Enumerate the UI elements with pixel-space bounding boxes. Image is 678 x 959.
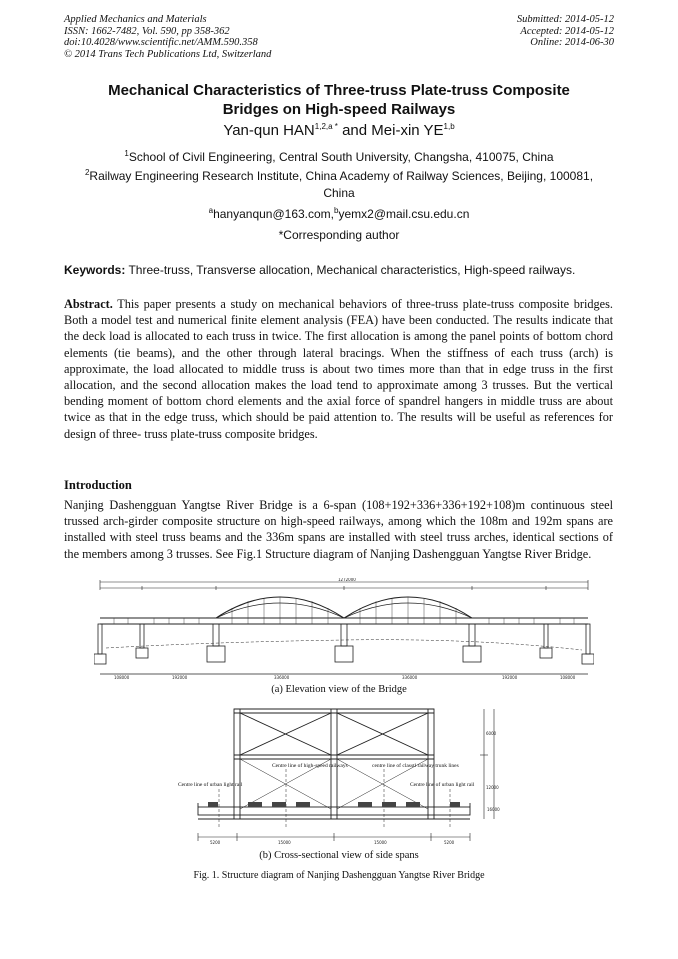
affiliation-2-text: Railway Engineering Research Institute, China Academy of Railway Sciences, Beijing, 100081, China	[89, 169, 594, 200]
dim-side-1: 6000	[486, 731, 497, 736]
author-1: Yan-qun HAN	[223, 122, 315, 139]
author-2: Mei-xin YE	[371, 122, 444, 139]
journal-name: Applied Mechanics and Materials	[64, 14, 207, 25]
dim-bottom-3: 15000	[374, 840, 387, 845]
header-right	[517, 14, 614, 49]
submitted-date: Submitted: 2014-05-12	[516, 14, 614, 25]
issn: ISSN: 1662-7482, Vol. 590, pp 358-362	[64, 25, 230, 37]
span-label-3: 336000	[274, 675, 290, 680]
elevation-figure	[94, 578, 594, 684]
affiliation-1-sup: 1	[124, 149, 129, 158]
dim-side-3: 16000	[487, 807, 500, 812]
span-label-5: 192000	[502, 675, 518, 680]
emails	[60, 206, 618, 223]
dim-side-2: 12000	[486, 785, 499, 790]
dim-bottom-1: 5200	[210, 840, 221, 845]
email-b-sup: b	[334, 206, 339, 215]
affiliation-1	[60, 149, 618, 166]
label-trunk: centre line of classtl railway trunk lines	[372, 763, 459, 769]
keywords-text: Three-truss, Transverse allocation, Mechanical characteristics, High-speed railways.	[125, 263, 576, 277]
dim-bottom-4: 5200	[444, 840, 455, 845]
cross-section-figure	[178, 699, 500, 847]
authors	[60, 122, 618, 139]
author-1-sup: 1,2,a *	[314, 122, 338, 131]
online-date: Online: 2014-06-30	[530, 37, 614, 48]
abstract-text: This paper presents a study on mechanical behaviors of three-truss plate-truss composite bridges. Both a model test and numerical finite element analysis (FEA) have been conducted. The results indicate that the deck load is allocated to each truss in twice. The first allocation is among the panel points of bottom chord elements (tie beams), and the other through lateral bracings. When the stiffness of each truss (arch) is approximate, the load allocated to middle truss is about two times more than that in edge truss in the first allocation, and the second allocation makes the load tend to approximate among 3 trusses. But the vertical bending moment of bottom chord elements and the axial force of spandrel hangers in middle truss are about twice as that in the edge truss, which should be paid attention to. The results will be useful as references for design of three- truss plate-truss composite bridges.	[64, 297, 613, 441]
span-label-6: 108000	[560, 675, 576, 680]
figure-caption-a: (a) Elevation view of the Bridge	[271, 684, 407, 695]
affiliation-2	[72, 168, 606, 202]
paper-title	[60, 81, 618, 119]
label-urban-left: Centre line of urban light rail	[178, 782, 243, 788]
label-hsr: Centre line of high-speed railways	[272, 763, 348, 769]
keywords	[64, 263, 614, 277]
title-line-1: Mechanical Characteristics of Three-truss Plate-truss Composite	[108, 82, 570, 99]
affiliation-2-sup: 2	[84, 168, 90, 177]
author-2-sup: 1,b	[443, 122, 455, 131]
copyright: © 2014 Trans Tech Publications Ltd, Switzerland	[64, 48, 272, 60]
email-a[interactable]: hanyanqun@163.com,	[213, 207, 335, 221]
email-b[interactable]: yemx2@mail.csu.edu.cn	[338, 207, 470, 221]
corresponding-author: *Corresponding author	[278, 228, 400, 242]
author-and: and	[337, 122, 372, 139]
affiliation-1-text: School of Civil Engineering, Central South University, Changsha, 410075, China	[128, 150, 554, 164]
accepted-date: Accepted: 2014-05-12	[520, 25, 614, 37]
abstract	[64, 296, 613, 442]
total-length-label: 1272000	[338, 578, 356, 582]
span-label-2: 192000	[172, 675, 188, 680]
title-line-2: Bridges on High-speed Railways	[222, 101, 456, 118]
doi: doi:10.4028/www.scientific.net/AMM.590.358	[64, 37, 258, 48]
span-label-4: 336000	[402, 675, 418, 680]
intro-paragraph: Nanjing Dashengguan Yangtse River Bridge is a 6-span (108+192+336+336+192+108)m continuous steel trussed arch-girder composite structure on high-speed railways, among which the 108m and 192m spans are installed with steel truss beams and the 336m spans are installed with steel truss arches, identical sections of the members among 3 trusses. See Fig.1 Structure diagram of Nanjing Dashengguan Yangtse River Bridge.	[64, 498, 613, 561]
intro-heading: Introduction	[64, 478, 132, 492]
dim-bottom-2: 15000	[278, 840, 291, 845]
label-urban-right: Centre line of urban light rail	[410, 782, 475, 788]
email-a-sup: a	[208, 206, 214, 215]
keywords-label: Keywords:	[64, 263, 126, 277]
header-left	[64, 14, 271, 60]
abstract-label: Abstract.	[64, 297, 113, 311]
figure-caption-b: (b) Cross-sectional view of side spans	[259, 850, 419, 861]
figure-caption: Fig. 1. Structure diagram of Nanjing Dashengguan Yangtse River Bridge	[193, 870, 485, 881]
span-label-1: 108000	[114, 675, 130, 680]
